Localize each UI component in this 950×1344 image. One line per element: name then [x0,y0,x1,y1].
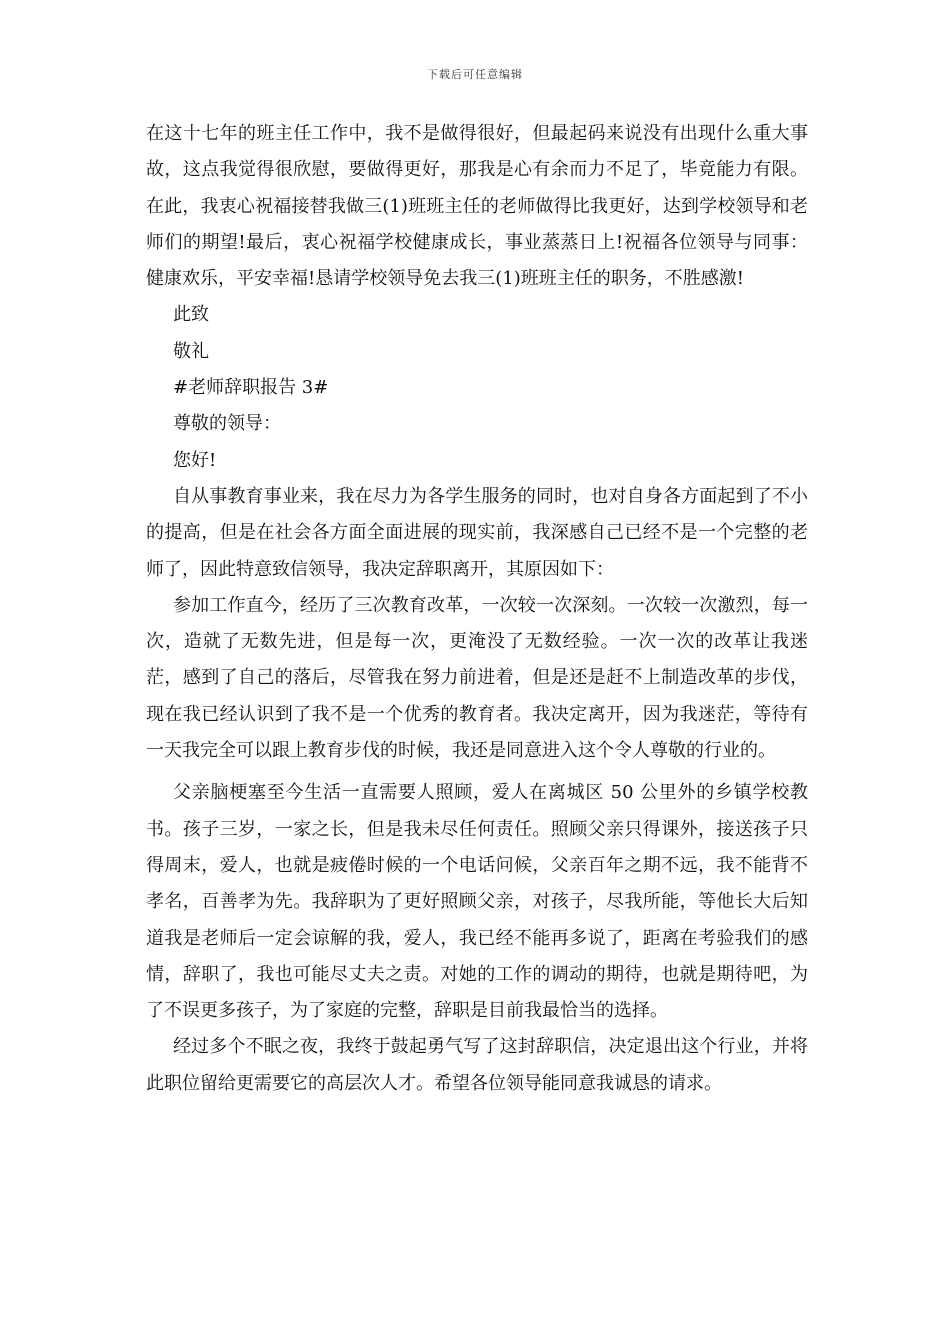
salutation: 尊敬的领导： [173,413,281,435]
section-title: #老师辞职报告 3# [173,377,329,399]
paragraph-request: 经过多个不眠之夜，我终于鼓起勇气写了这封辞职信，决定退出这个行业，并将此职位留给更需要它的高层次人才。希望各位领导能同意我诚恳的请求。 [146,1036,808,1094]
paragraph-family: 父亲脑梗塞至今生活一直需要人照顾，爱人在离城区 50 公里外的乡镇学校教书。孩子三岁，一家之长，但是我未尽任何责任。照顾父亲只得课外，接送孩子只得周末，爱人，也就是疲倦时候的一个电话问候，父亲百年之期不远，我不能背不孝名，百善孝为先。我辞职为了更好照顾父亲，对孩子，尽我所能，等他长大后知道我是老师后一定会谅解的我，爱人，我已经不能再多说了，距离在考验我们的感情，辞职了，我也可能尽丈夫之责。对她的工作的调动的期待，也就是期待吧，为了不误更多孩子，为了家庭的完整，辞职是目前我最恰当的选择。 [146,782,808,1022]
page-header-note: 下载后可任意编辑 [427,68,523,81]
paragraph-reform: 参加工作直今，经历了三次教育改革，一次较一次深刻。一次较一次激烈，每一次，造就了无数先进，但是每一次，更淹没了无数经验。一次一次的改革让我迷茫，感到了自己的落后，尽管我在努力前进着，但是还是赶不上制造改革的步伐，现在我已经认识到了我不是一个优秀的教育者。我决定离开，因为我迷茫，等待有一天我完全可以跟上教育步伐的时候，我还是同意进入这个令人尊敬的行业的。 [146,594,808,762]
document-body [146,116,808,1102]
closing-line-1: 此致 [173,304,209,326]
paragraph-intro: 自从事教育事业来，我在尽力为各学生服务的同时，也对自身各方面起到了不小的提高，但是在社会各方面全面进展的现实前，我深感自己已经不是一个完整的老师了，因此特意致信领导，我决定辞职离开，其原因如下： [146,485,808,580]
greeting: 您好! [173,449,217,471]
paragraph-term-summary: 在这十七年的班主任工作中，我不是做得很好，但最起码来说没有出现什么重大事故，这点我觉得很欣慰，要做得更好，那我是心有余而力不足了，毕竟能力有限。在此，我衷心祝福接替我做三(1)班班主任的老师做得比我更好，达到学校领导和老师们的期望!最后，衷心祝福学校健康成长，事业蒸蒸日上!祝福各位领导与同事：健康欢乐，平安幸福!恳请学校领导免去我三(1)班班主任的职务，不胜感激! [146,123,808,290]
closing-line-2: 敬礼 [173,340,209,362]
